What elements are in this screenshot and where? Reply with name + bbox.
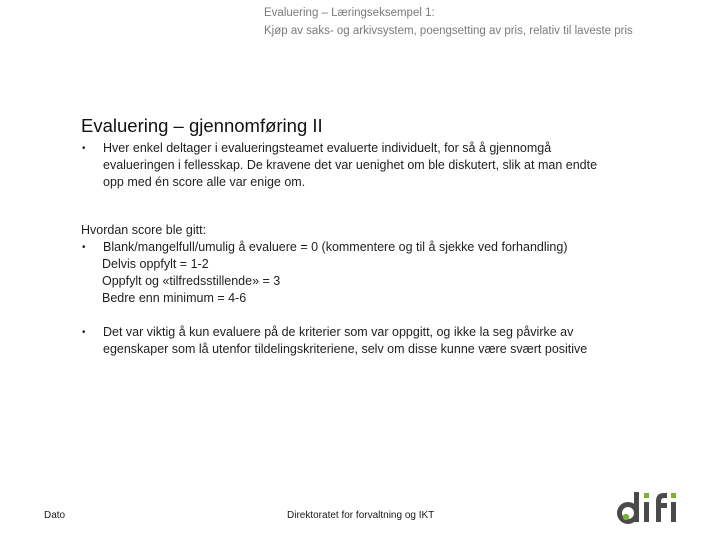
header-line-1: Evaluering – Læringseksempel 1:: [264, 7, 435, 19]
text-line: egenskaper som lå utenfor tildelingskriteriene, selv om disse kunne være svært positive: [103, 342, 588, 356]
bullet-marker: •: [82, 143, 86, 154]
slide-title: Evaluering – gjennomføring II: [81, 115, 323, 136]
bullet-item: [81, 140, 681, 191]
bullet-text: Blank/mangelfull/umulig å evaluere = 0 (kommentere og til å sjekke ved forhandling): [103, 240, 568, 254]
difi-logo-icon: [616, 489, 688, 525]
bullet-marker: •: [82, 242, 86, 253]
scoring-heading: Hvordan score ble gitt:: [81, 223, 207, 237]
text-line: Det var viktig å kun evaluere på de kriterier som var oppgitt, og ikke la seg påvirke av: [103, 325, 574, 339]
bullet-item: [81, 239, 681, 256]
bullet-block-2: [81, 324, 681, 358]
bullet-block-1: [81, 140, 681, 191]
bullet-marker: •: [82, 327, 86, 338]
header-line-2: Kjøp av saks- og arkivsystem, poengsetting av pris, relativ til laveste pris: [264, 25, 633, 37]
slide-header: [264, 4, 633, 40]
text-line: evalueringen i fellesskap. De kravene det var uenighet om ble diskutert, slik at man endte: [103, 158, 598, 172]
footer-organization: Direktoratet for forvaltning og IKT: [287, 510, 435, 521]
text-line: opp med én score alle var enige om.: [103, 175, 306, 189]
score-line: Oppfylt og «tilfredsstillende» = 3: [102, 274, 281, 288]
bullet-item: [81, 324, 681, 358]
score-line: Delvis oppfylt = 1-2: [102, 257, 209, 271]
scoring-block: [81, 222, 681, 307]
bullet-text: [103, 324, 681, 358]
text-line: Hver enkel deltager i evalueringsteamet evaluerte individuelt, for så å gjennomgå: [103, 141, 552, 155]
footer-date: Dato: [44, 510, 66, 521]
score-line: Bedre enn minimum = 4-6: [102, 291, 247, 305]
bullet-text: [103, 140, 681, 191]
